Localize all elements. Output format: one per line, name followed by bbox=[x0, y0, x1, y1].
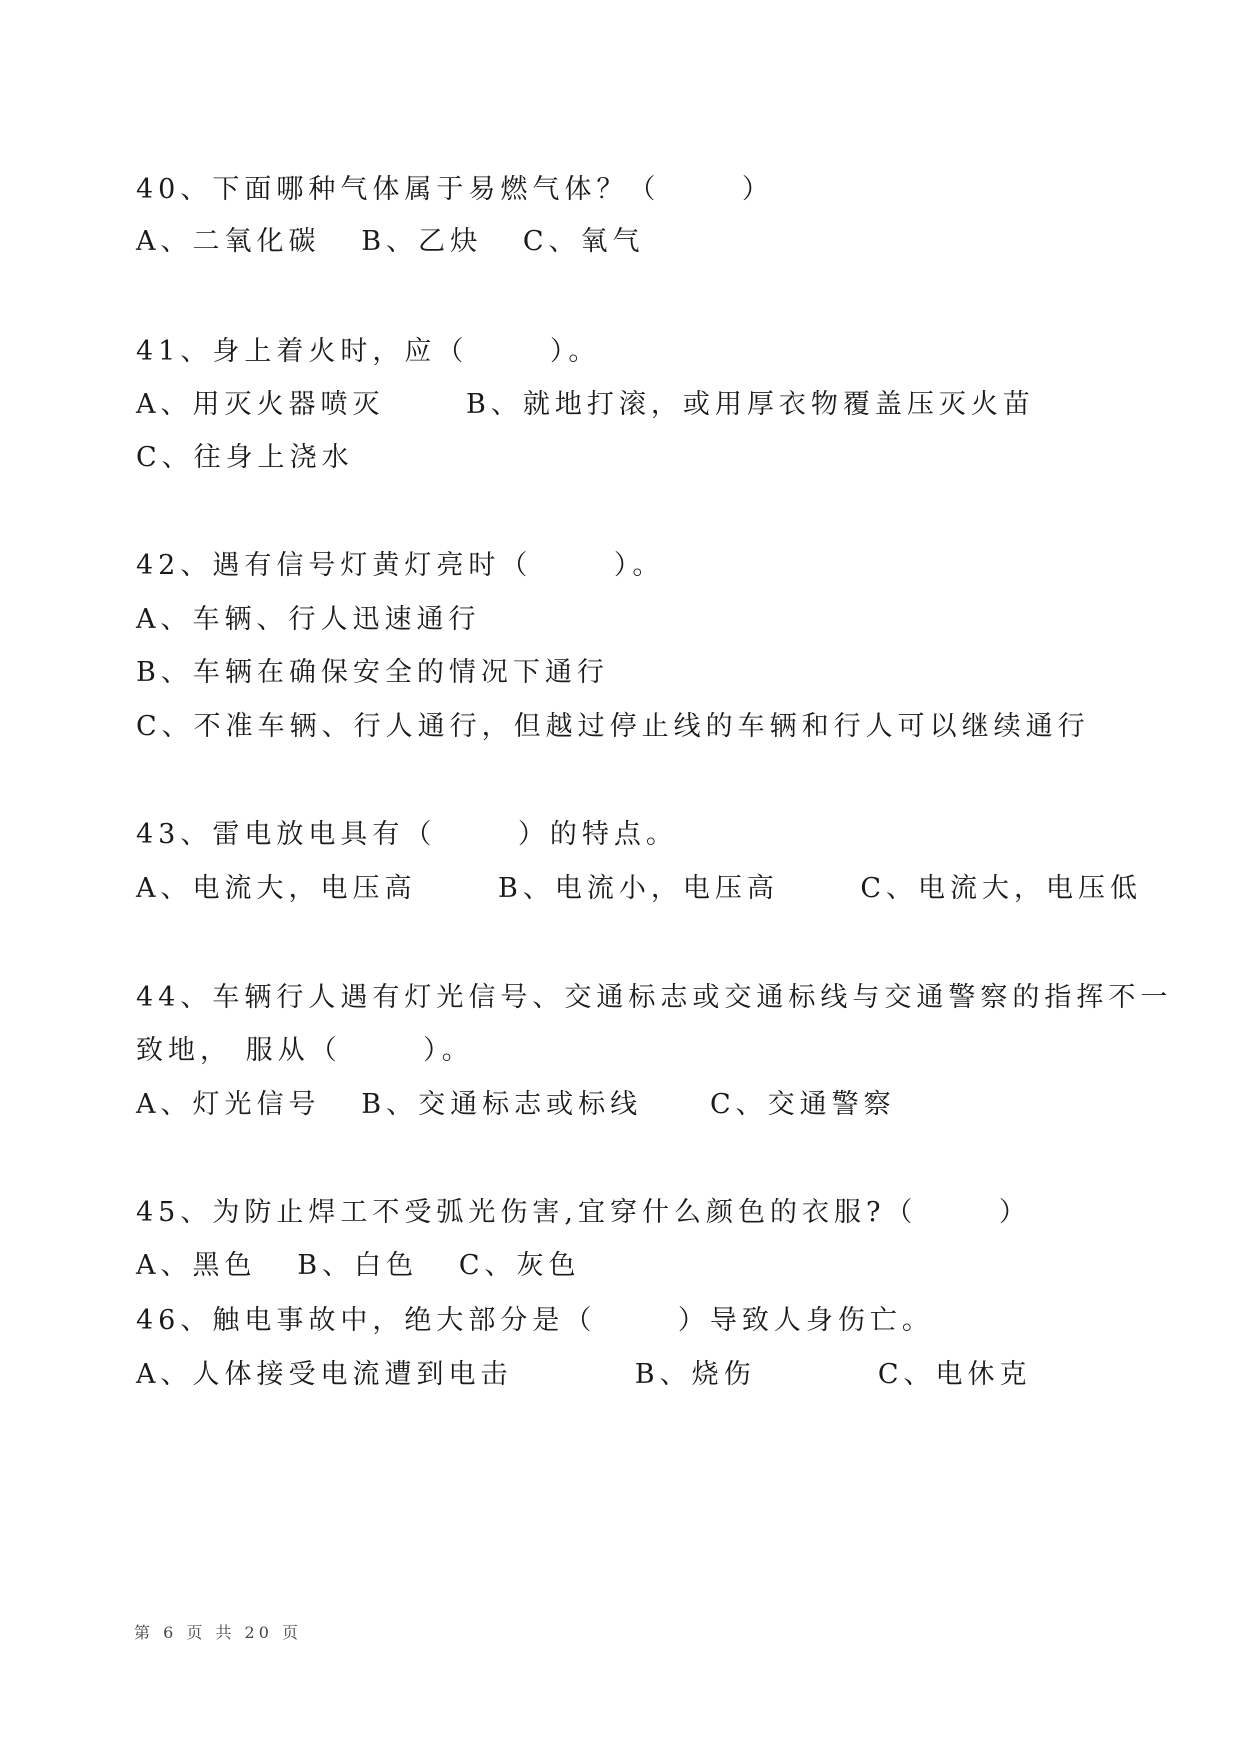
question-41-options-line-2: C、往身上浇水 bbox=[136, 442, 354, 473]
question-40-options: A、二氧化碳 B、乙炔 C、氧气 bbox=[136, 226, 645, 257]
question-43-options: A、电流大，电压高 B、电流小，电压高 C、电流大，电压低 bbox=[136, 873, 1142, 904]
question-42-option-a: A、车辆、行人迅速通行 bbox=[136, 604, 481, 635]
question-45-options: A、黑色 B、白色 C、灰色 bbox=[136, 1250, 581, 1281]
page-number-footer: 第 6 页 共 20 页 bbox=[134, 1623, 302, 1642]
question-42-option-b: B、车辆在确保安全的情况下通行 bbox=[136, 657, 609, 688]
question-41-options-line-1: A、用灭火器喷灭 B、就地打滚，或用厚衣物覆盖压灭火苗 bbox=[136, 389, 1035, 420]
question-45-stem: 45、为防止焊工不受弧光伤害,宜穿什么颜色的衣服?（ ） bbox=[136, 1197, 1031, 1228]
question-41-stem: 41、身上着火时，应（ ）。 bbox=[136, 336, 601, 367]
question-42-option-c: C、不准车辆、行人通行，但越过停止线的车辆和行人可以继续通行 bbox=[136, 711, 1090, 742]
question-46-options: A、人体接受电流遭到电击 B、烧伤 C、电休克 bbox=[136, 1359, 1032, 1390]
question-44-stem: 44、车辆行人遇有灯光信号、交通标志或交通标线与交通警察的指挥不一 bbox=[136, 982, 1173, 1013]
question-40-stem: 40、下面哪种气体属于易燃气体？（ ） bbox=[136, 174, 774, 205]
question-43-stem: 43、雷电放电具有（ ）的特点。 bbox=[136, 819, 678, 850]
question-44-stem-continued: 致地， 服从（ ）。 bbox=[136, 1035, 474, 1066]
question-46-stem: 46、触电事故中，绝大部分是（ ）导致人身伤亡。 bbox=[136, 1305, 934, 1336]
question-42-stem: 42、遇有信号灯黄灯亮时（ ）。 bbox=[136, 550, 665, 581]
question-44-options: A、灯光信号 B、交通标志或标线 C、交通警察 bbox=[136, 1089, 896, 1120]
